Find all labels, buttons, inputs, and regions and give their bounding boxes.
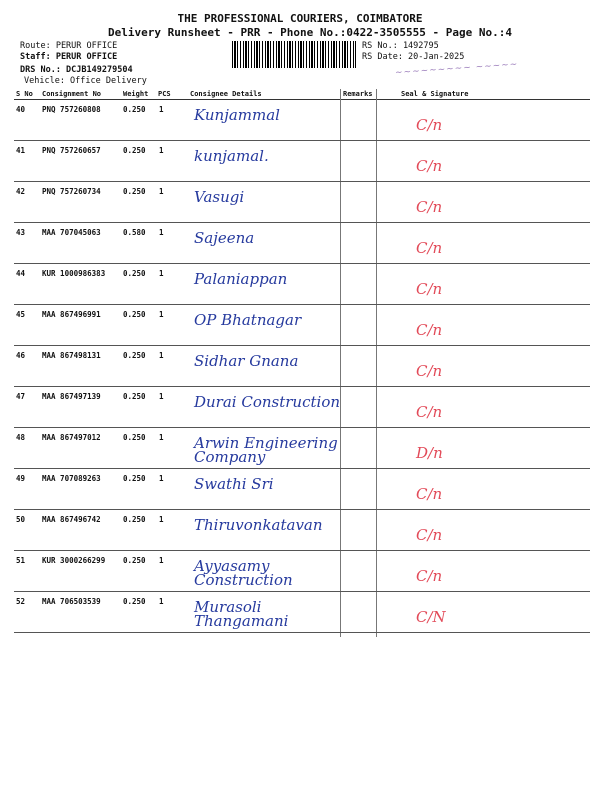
consignment-number: KUR 3000266299 [42, 556, 106, 565]
delivery-signature: C/n [416, 362, 443, 380]
col-consignment: Consignment No [42, 90, 102, 98]
route-label: Route: PERUR OFFICE [20, 41, 118, 51]
consignee-handwritten-name: Murasoli Thangamani [194, 598, 289, 630]
drs-number: DRS No.: DCJB149279504 [20, 65, 133, 75]
delivery-signature: C/n [416, 567, 443, 585]
faded-stamp: ~~~~~~~~~ ~~~~~ [394, 59, 519, 79]
weight-value: 0.250 [123, 187, 146, 196]
pieces-count: 1 [159, 105, 164, 114]
table-row [14, 551, 590, 592]
delivery-signature: C/n [416, 157, 443, 175]
consignment-number: PNQ 757260734 [42, 187, 101, 196]
pieces-count: 1 [159, 392, 164, 401]
pieces-count: 1 [159, 269, 164, 278]
consignment-number: PNQ 757260808 [42, 105, 101, 114]
staff-label: Staff: PERUR OFFICE [20, 52, 118, 62]
consignee-handwritten-name: Kunjammal [194, 106, 280, 124]
consignment-number: MAA 707089263 [42, 474, 101, 483]
col-pcs: PCS [158, 90, 171, 98]
consignee-handwritten-name: Swathi Sri [194, 475, 274, 493]
serial-number: 43 [16, 228, 26, 237]
pieces-count: 1 [159, 597, 164, 606]
col-consignee: Consignee Details [190, 90, 262, 98]
pieces-count: 1 [159, 556, 164, 565]
consignment-number: MAA 707045063 [42, 228, 101, 237]
consignment-number: MAA 867497139 [42, 392, 101, 401]
pieces-count: 1 [159, 433, 164, 442]
table-row [14, 469, 590, 510]
serial-number: 46 [16, 351, 26, 360]
weight-value: 0.250 [123, 597, 146, 606]
delivery-signature: C/n [416, 485, 443, 503]
table-row [14, 305, 590, 346]
weight-value: 0.250 [123, 474, 146, 483]
serial-number: 41 [16, 146, 26, 155]
delivery-signature: C/n [416, 198, 443, 216]
weight-value: 0.250 [123, 269, 146, 278]
serial-number: 44 [16, 269, 26, 278]
pieces-count: 1 [159, 310, 164, 319]
delivery-signature: D/n [416, 444, 443, 462]
consignment-number: PNQ 757260657 [42, 146, 101, 155]
consignee-handwritten-name: OP Bhatnagar [194, 311, 302, 329]
rs-date: RS Date: 20-Jan-2025 [362, 52, 465, 62]
pieces-count: 1 [159, 146, 164, 155]
weight-value: 0.250 [123, 310, 146, 319]
table-header [14, 89, 590, 100]
table-row [14, 100, 590, 141]
vehicle-label: Vehicle: Office Delivery [24, 76, 147, 86]
serial-number: 42 [16, 187, 26, 196]
document-title: THE PROFESSIONAL COURIERS, COIMBATORE [177, 12, 423, 25]
consignee-handwritten-name: Palaniappan [194, 270, 288, 288]
serial-number: 51 [16, 556, 26, 565]
delivery-signature: C/n [416, 526, 443, 544]
weight-value: 0.250 [123, 105, 146, 114]
pieces-count: 1 [159, 228, 164, 237]
weight-value: 0.580 [123, 228, 146, 237]
delivery-signature: C/n [416, 116, 443, 134]
consignee-handwritten-name: Thiruvonkatavan [194, 516, 323, 534]
serial-number: 40 [16, 105, 26, 114]
pieces-count: 1 [159, 474, 164, 483]
runsheet-subtitle: Delivery Runsheet - PRR - Phone No.:0422-3505555 - Page No.:4 [108, 26, 512, 39]
weight-value: 0.250 [123, 556, 146, 565]
consignment-number: MAA 867497012 [42, 433, 101, 442]
weight-value: 0.250 [123, 392, 146, 401]
serial-number: 45 [16, 310, 26, 319]
weight-value: 0.250 [123, 351, 146, 360]
consignment-number: KUR 1000986383 [42, 269, 106, 278]
consignee-handwritten-name: Durai Construction [194, 393, 341, 411]
delivery-signature: C/n [416, 239, 443, 257]
delivery-signature: C/n [416, 280, 443, 298]
weight-value: 0.250 [123, 433, 146, 442]
table-row [14, 223, 590, 264]
consignment-number: MAA 706503539 [42, 597, 101, 606]
table-row [14, 182, 590, 223]
col-remarks: Remarks [343, 90, 373, 98]
consignee-handwritten-name: Sidhar Gnana [194, 352, 299, 370]
weight-value: 0.250 [123, 146, 146, 155]
serial-number: 48 [16, 433, 26, 442]
col-sno: S No [16, 90, 33, 98]
pieces-count: 1 [159, 351, 164, 360]
rs-number: RS No.: 1492795 [362, 41, 439, 51]
table-row [14, 141, 590, 182]
table-row [14, 510, 590, 551]
delivery-signature: C/n [416, 403, 443, 421]
consignee-handwritten-name: Arwin Engineering Company [194, 434, 338, 466]
col-weight: Weight [123, 90, 149, 98]
table-row [14, 387, 590, 428]
serial-number: 52 [16, 597, 26, 606]
delivery-signature: C/N [416, 608, 446, 626]
pieces-count: 1 [159, 515, 164, 524]
consignment-number: MAA 867498131 [42, 351, 101, 360]
consignment-number: MAA 867496742 [42, 515, 101, 524]
table-row [14, 428, 590, 469]
consignee-handwritten-name: Ayyasamy Construction [194, 557, 293, 589]
table-row [14, 592, 590, 633]
consignee-handwritten-name: kunjamal. [194, 147, 269, 165]
table-row [14, 346, 590, 387]
pieces-count: 1 [159, 187, 164, 196]
barcode [232, 41, 356, 68]
consignment-number: MAA 867496991 [42, 310, 101, 319]
consignee-handwritten-name: Sajeena [194, 229, 255, 247]
col-seal: Seal & Signature [401, 90, 469, 98]
serial-number: 47 [16, 392, 26, 401]
weight-value: 0.250 [123, 515, 146, 524]
table-row [14, 264, 590, 305]
delivery-signature: C/n [416, 321, 443, 339]
serial-number: 50 [16, 515, 26, 524]
serial-number: 49 [16, 474, 26, 483]
consignee-handwritten-name: Vasugi [194, 188, 245, 206]
